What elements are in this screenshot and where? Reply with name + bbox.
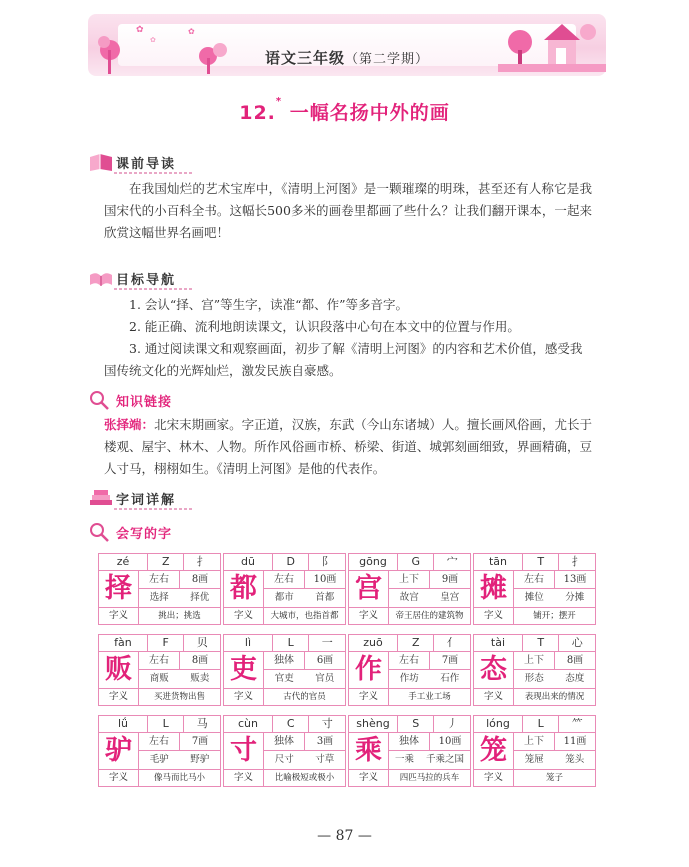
book-icon bbox=[88, 151, 114, 173]
card-meaning-label: 字义 bbox=[349, 770, 389, 786]
card-radical: 扌 bbox=[196, 555, 208, 568]
card-header-row bbox=[474, 554, 595, 571]
card-meaning-row bbox=[349, 769, 470, 786]
goal-item-3: 3. 通过阅读课文和观察画面，初步了解《清明上河图》的内容和艺术价值，感受我国传统文化的光辉灿烂，激发民族自豪感。 bbox=[104, 341, 583, 378]
card-words-row bbox=[264, 670, 345, 688]
card-info-row bbox=[264, 571, 345, 589]
card-radical: 亻 bbox=[446, 636, 458, 649]
card-header-row bbox=[99, 554, 220, 571]
card-meaning-row bbox=[224, 688, 345, 705]
card-structure: 独体 bbox=[389, 733, 430, 750]
section-knowledge-label: 知识链接 bbox=[116, 394, 173, 410]
card-character: 摊 bbox=[474, 571, 514, 607]
section-preview-header bbox=[88, 150, 228, 174]
card-character: 择 bbox=[99, 571, 139, 607]
card-word: 寸草 bbox=[315, 754, 335, 765]
card-strokes: 8画 bbox=[191, 574, 209, 585]
card-structure: 左右 bbox=[389, 652, 430, 669]
card-info-row bbox=[389, 733, 470, 751]
card-letter: T bbox=[523, 554, 560, 570]
character-card bbox=[473, 715, 596, 787]
card-words-row bbox=[139, 670, 220, 688]
card-structure: 独体 bbox=[264, 652, 305, 669]
card-words-row bbox=[514, 670, 595, 688]
card-strokes: 9画 bbox=[441, 574, 459, 585]
card-header-row bbox=[99, 716, 220, 733]
card-strokes: 10画 bbox=[438, 736, 462, 747]
card-structure: 左右 bbox=[514, 571, 555, 588]
card-meaning-label: 字义 bbox=[349, 689, 389, 705]
card-meaning-row bbox=[99, 688, 220, 705]
card-words-row bbox=[139, 589, 220, 607]
card-words-row bbox=[389, 751, 470, 769]
card-radical: 一 bbox=[321, 636, 333, 649]
knowledge-text: 北宋末期画家。字正道，汉族，东武（今山东诸城）人。擅长画风俗画，尤长于楼观、屋宇、林木、人物。所作风俗画市桥、桥梁、街道、城郭刻画细致，界画精确，豆人寸马，栩栩如生。《清明上河图》是他的代表作。 bbox=[104, 417, 592, 476]
books-stack-icon bbox=[88, 487, 114, 509]
card-structure: 独体 bbox=[264, 733, 305, 750]
character-card bbox=[473, 634, 596, 706]
card-word: 皇宫 bbox=[440, 592, 460, 603]
card-pinyin: dū bbox=[224, 554, 273, 570]
lesson-number: 12. bbox=[239, 102, 276, 124]
card-info-row bbox=[139, 733, 220, 751]
card-letter: F bbox=[148, 635, 185, 651]
card-strokes: 3画 bbox=[316, 736, 334, 747]
page-header bbox=[88, 14, 606, 76]
card-structure: 上下 bbox=[514, 733, 555, 750]
card-meaning: 古代的官员 bbox=[283, 692, 326, 702]
card-radical: 宀 bbox=[446, 555, 458, 568]
card-word: 形态 bbox=[524, 673, 544, 684]
card-structure: 左右 bbox=[139, 571, 180, 588]
card-info-row bbox=[389, 571, 470, 589]
card-strokes: 8画 bbox=[566, 655, 584, 666]
card-letter: S bbox=[398, 716, 435, 732]
card-word: 分摊 bbox=[565, 592, 585, 603]
card-character: 贩 bbox=[99, 652, 139, 688]
open-book-icon bbox=[88, 267, 114, 289]
card-word: 官吏 bbox=[274, 673, 294, 684]
magnifier-icon bbox=[88, 521, 114, 543]
character-card bbox=[98, 553, 221, 625]
section-knowledge-header bbox=[88, 388, 228, 412]
goal-item-2: 2. 能正确、流利地朗读课文，认识段落中心句在本文中的位置与作用。 bbox=[129, 319, 520, 334]
card-meaning-row bbox=[474, 607, 595, 624]
card-meaning-label: 字义 bbox=[224, 770, 264, 786]
character-card bbox=[98, 634, 221, 706]
card-meaning-label: 字义 bbox=[224, 608, 264, 624]
card-header-row bbox=[349, 554, 470, 571]
card-pinyin: lóng bbox=[474, 716, 523, 732]
card-character: 宫 bbox=[349, 571, 389, 607]
card-word: 官员 bbox=[315, 673, 335, 684]
card-meaning-row bbox=[349, 688, 470, 705]
lesson-mark: * bbox=[275, 96, 283, 107]
preview-paragraph: 在我国灿烂的艺术宝库中，《清明上河图》是一颗璀璨的明珠，甚至还有人称它是我国宋代的小百科全书。这幅长500多米的画卷里都画了些什么？让我们翻开课本，一起来欣赏这幅世界名画吧！ bbox=[104, 181, 592, 240]
card-meaning: 大城市，也指首都 bbox=[270, 611, 339, 621]
card-word: 都市 bbox=[274, 592, 294, 603]
card-header-row bbox=[474, 635, 595, 652]
card-meaning: 四匹马拉的兵车 bbox=[399, 773, 460, 783]
character-card bbox=[348, 553, 471, 625]
card-letter: T bbox=[523, 635, 560, 651]
card-meaning: 帝王居住的建筑物 bbox=[395, 611, 464, 621]
card-meaning-label: 字义 bbox=[224, 689, 264, 705]
card-header-row bbox=[224, 635, 345, 652]
card-meaning-label: 字义 bbox=[99, 770, 139, 786]
card-strokes: 8画 bbox=[191, 655, 209, 666]
card-character: 笼 bbox=[474, 733, 514, 769]
card-meaning-label: 字义 bbox=[474, 689, 514, 705]
card-structure: 左右 bbox=[139, 733, 180, 750]
card-strokes: 7画 bbox=[191, 736, 209, 747]
card-word: 选择 bbox=[149, 592, 169, 603]
card-words-row bbox=[139, 751, 220, 769]
card-meaning-label: 字义 bbox=[349, 608, 389, 624]
section-preview-label: 课前导读 bbox=[116, 156, 177, 172]
card-meaning: 像马而比马小 bbox=[153, 773, 205, 783]
card-meaning-label: 字义 bbox=[99, 608, 139, 624]
card-meaning-row bbox=[224, 607, 345, 624]
knowledge-person-name: 张择端： bbox=[104, 417, 155, 432]
card-header-row bbox=[474, 716, 595, 733]
card-radical: 心 bbox=[571, 636, 583, 649]
goal-item-1: 1. 会认“择、宫”等生字，读准“都、作”等多音字。 bbox=[129, 297, 408, 312]
card-meaning-row bbox=[224, 769, 345, 786]
card-letter: G bbox=[398, 554, 435, 570]
card-word: 千乘之国 bbox=[425, 754, 464, 765]
knowledge-paragraph bbox=[104, 414, 592, 480]
card-meaning: 买进货物出售 bbox=[153, 692, 205, 702]
card-structure: 上下 bbox=[389, 571, 430, 588]
card-pinyin: lì bbox=[224, 635, 273, 651]
card-word: 笼头 bbox=[565, 754, 585, 765]
section-words-header bbox=[88, 486, 228, 510]
card-info-row bbox=[514, 733, 595, 751]
card-radical: ⺮ bbox=[571, 717, 583, 730]
section-underline bbox=[114, 288, 192, 290]
card-word: 石作 bbox=[440, 673, 460, 684]
section-underline bbox=[114, 508, 192, 510]
card-radical: 寸 bbox=[321, 717, 333, 730]
card-word: 择优 bbox=[190, 592, 210, 603]
card-pinyin: zuō bbox=[349, 635, 398, 651]
character-card bbox=[473, 553, 596, 625]
card-pinyin: shèng bbox=[349, 716, 398, 732]
lesson-title bbox=[0, 98, 689, 125]
card-meaning-label: 字义 bbox=[474, 770, 514, 786]
section-goals-header bbox=[88, 266, 228, 290]
card-meaning: 手工业工场 bbox=[408, 692, 451, 702]
card-radical: 丿 bbox=[446, 717, 458, 730]
card-words-row bbox=[514, 751, 595, 769]
lesson-title-text: 一幅名扬中外的画 bbox=[289, 102, 450, 124]
character-card bbox=[223, 634, 346, 706]
section-write-header bbox=[88, 520, 228, 544]
card-word: 摊位 bbox=[524, 592, 544, 603]
card-letter: D bbox=[273, 554, 310, 570]
card-info-row bbox=[389, 652, 470, 670]
card-meaning: 挑出；挑选 bbox=[158, 611, 201, 621]
card-words-row bbox=[264, 589, 345, 607]
card-header-row bbox=[349, 635, 470, 652]
card-words-row bbox=[389, 670, 470, 688]
page-number: — 87 — bbox=[317, 828, 372, 844]
card-letter: L bbox=[523, 716, 560, 732]
card-info-row bbox=[139, 652, 220, 670]
card-header-row bbox=[224, 716, 345, 733]
card-pinyin: tài bbox=[474, 635, 523, 651]
header-subtitle: （第二学期） bbox=[345, 52, 430, 67]
card-letter: Z bbox=[148, 554, 185, 570]
card-word: 尺寸 bbox=[274, 754, 294, 765]
card-character: 吏 bbox=[224, 652, 264, 688]
card-words-row bbox=[264, 751, 345, 769]
card-character: 寸 bbox=[224, 733, 264, 769]
card-radical: 马 bbox=[196, 717, 208, 730]
card-meaning-row bbox=[99, 769, 220, 786]
card-word: 毛驴 bbox=[149, 754, 169, 765]
section-goals-label: 目标导航 bbox=[116, 272, 177, 288]
character-card bbox=[348, 715, 471, 787]
card-word: 作坊 bbox=[399, 673, 419, 684]
magnifier-icon bbox=[88, 389, 114, 411]
card-pinyin: lǘ bbox=[99, 716, 148, 732]
card-letter: L bbox=[148, 716, 185, 732]
card-strokes: 7画 bbox=[441, 655, 459, 666]
card-character: 乘 bbox=[349, 733, 389, 769]
card-character: 态 bbox=[474, 652, 514, 688]
card-meaning-row bbox=[349, 607, 470, 624]
card-strokes: 6画 bbox=[316, 655, 334, 666]
card-meaning: 笼子 bbox=[545, 773, 563, 783]
section-words-label: 字词详解 bbox=[116, 492, 177, 508]
card-meaning-label: 字义 bbox=[474, 608, 514, 624]
card-strokes: 13画 bbox=[563, 574, 587, 585]
card-word: 态度 bbox=[565, 673, 585, 684]
card-word: 野驴 bbox=[190, 754, 210, 765]
card-meaning: 表现出来的情况 bbox=[524, 692, 585, 702]
card-structure: 上下 bbox=[514, 652, 555, 669]
card-pinyin: tān bbox=[474, 554, 523, 570]
card-meaning-row bbox=[474, 688, 595, 705]
card-meaning-row bbox=[99, 607, 220, 624]
card-strokes: 11画 bbox=[563, 736, 587, 747]
card-word: 故宫 bbox=[399, 592, 419, 603]
card-character: 驴 bbox=[99, 733, 139, 769]
card-meaning-row bbox=[474, 769, 595, 786]
card-words-row bbox=[389, 589, 470, 607]
header-title-text: 语文三年级 bbox=[264, 49, 345, 67]
card-radical: 阝 bbox=[321, 555, 333, 568]
card-letter: C bbox=[273, 716, 310, 732]
card-info-row bbox=[264, 652, 345, 670]
card-info-row bbox=[514, 652, 595, 670]
character-card bbox=[223, 553, 346, 625]
card-info-row bbox=[139, 571, 220, 589]
card-radical: 贝 bbox=[196, 636, 208, 649]
card-word: 商贩 bbox=[149, 673, 169, 684]
card-pinyin: gōng bbox=[349, 554, 398, 570]
card-words-row bbox=[514, 589, 595, 607]
card-strokes: 10画 bbox=[313, 574, 337, 585]
card-word: 一乘 bbox=[394, 754, 414, 765]
card-meaning: 铺开；摆开 bbox=[533, 611, 576, 621]
card-character: 作 bbox=[349, 652, 389, 688]
section-write-label: 会写的字 bbox=[116, 526, 173, 542]
card-pinyin: cùn bbox=[224, 716, 273, 732]
card-letter: L bbox=[273, 635, 310, 651]
card-word: 首都 bbox=[315, 592, 335, 603]
svg-text:✿: ✿ bbox=[188, 27, 195, 36]
card-info-row bbox=[264, 733, 345, 751]
svg-text:✿: ✿ bbox=[136, 25, 144, 35]
character-card bbox=[348, 634, 471, 706]
card-meaning-label: 字义 bbox=[99, 689, 139, 705]
card-header-row bbox=[349, 716, 470, 733]
card-info-row bbox=[514, 571, 595, 589]
card-meaning: 比喻极短或极小 bbox=[274, 773, 335, 783]
card-pinyin: fàn bbox=[99, 635, 148, 651]
card-structure: 左右 bbox=[139, 652, 180, 669]
card-structure: 左右 bbox=[264, 571, 305, 588]
section-underline bbox=[114, 172, 192, 174]
card-character: 都 bbox=[224, 571, 264, 607]
card-radical: 扌 bbox=[571, 555, 583, 568]
card-header-row bbox=[99, 635, 220, 652]
card-word: 贩卖 bbox=[190, 673, 210, 684]
character-card bbox=[223, 715, 346, 787]
svg-text:✿: ✿ bbox=[150, 36, 156, 44]
header-title bbox=[88, 47, 606, 68]
card-word: 笼屉 bbox=[524, 754, 544, 765]
card-pinyin: zé bbox=[99, 554, 148, 570]
character-card bbox=[98, 715, 221, 787]
card-letter: Z bbox=[398, 635, 435, 651]
card-header-row bbox=[224, 554, 345, 571]
